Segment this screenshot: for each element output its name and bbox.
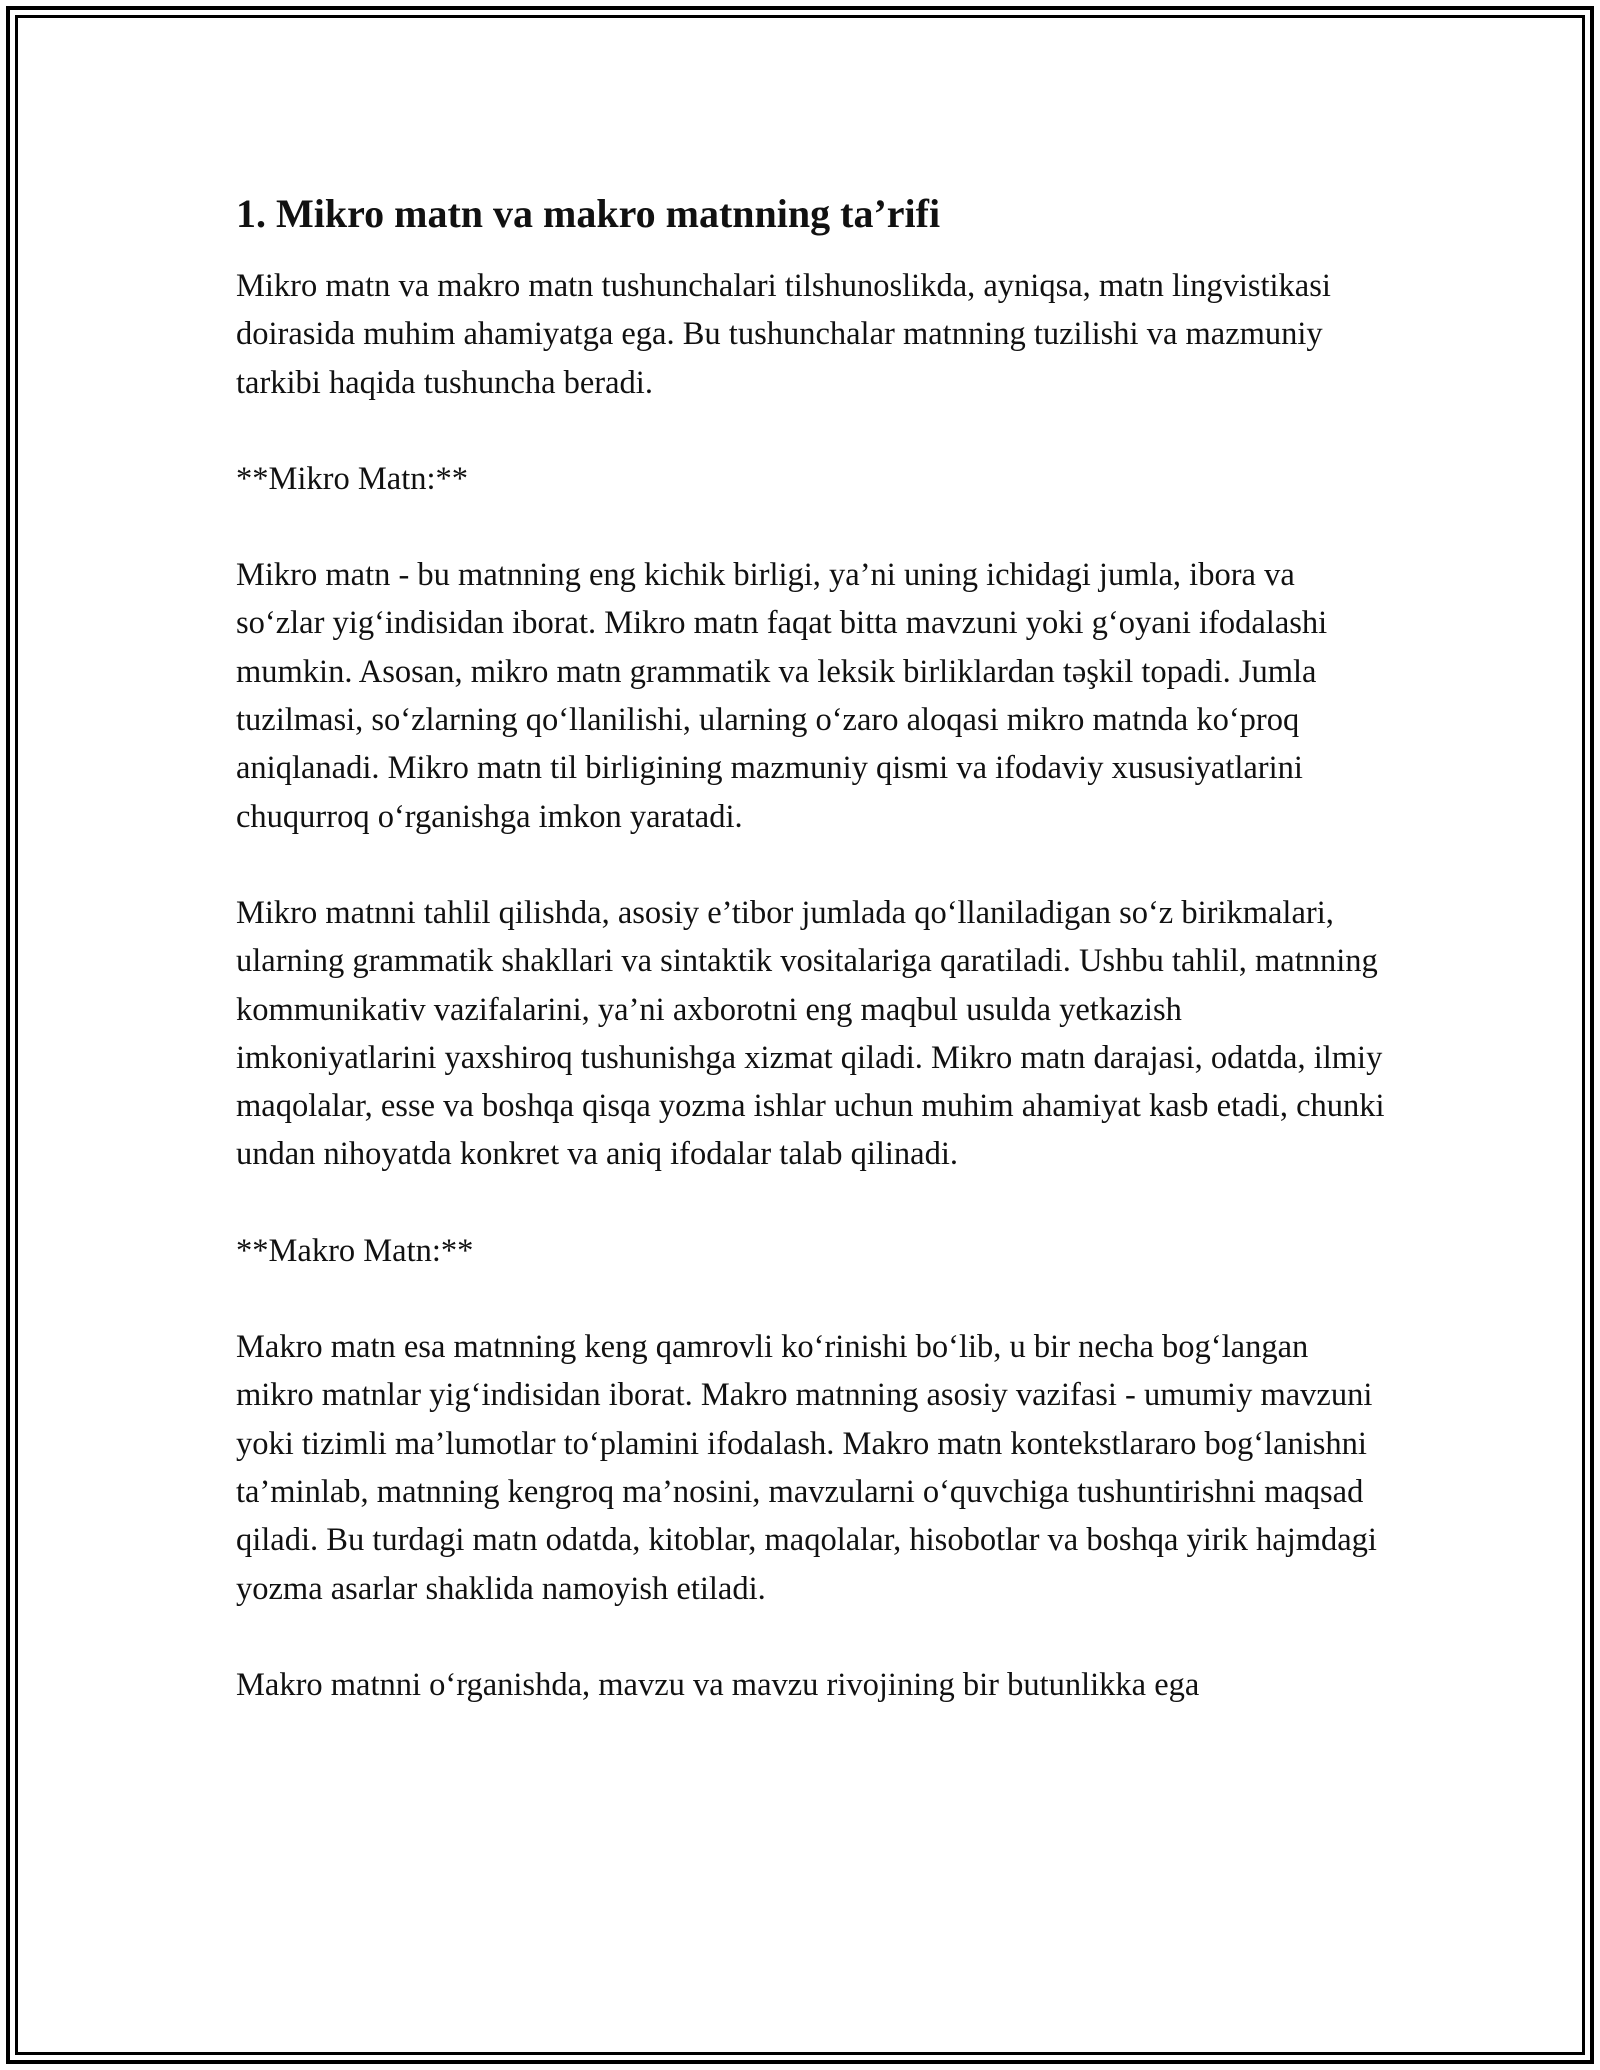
paragraph-intro: Mikro matn va makro matn tushunchalari tilshunoslikda, ayniqsa, matn lingvistikasi doirasida muhim ahamiyatga ega. Bu tushunchalar matnning tuzilishi va mazmuniy tarkibi haqida tushuncha beradi.: [236, 268, 1331, 401]
paragraph-makro-definition: Makro matn esa matnning keng qamrovli ko‘rinishi bo‘lib, u bir necha bog‘langan mikro matnlar yig‘indisidan iborat. Makro matnning asosiy vazifasi - umumiy mavzuni yoki tizimli ma’lumotlar to‘plamini ifodalash. Makro matn kontekstlararo bog‘lanishni ta’minlab, matnning kengroq ma’nosini, mavzularni o‘quvchiga tushuntirishni maqsad qiladi. Bu turdagi matn odatda, kitoblar, maqolalar, hisobotlar va boshqa yirik hajmdagi yozma asarlar shaklida namoyish etiladi.: [236, 1329, 1377, 1607]
paragraph-makro-analysis: Makro matnni o‘rganishda, mavzu va mavzu rivojining bir butunlikka ega: [236, 1666, 1200, 1703]
subheading-makro-matn: **Makro Matn:**: [236, 1232, 474, 1269]
subheading-mikro-matn: **Mikro Matn:**: [236, 460, 469, 497]
paragraph-mikro-definition: Mikro matn - bu matnning eng kichik birligi, ya’ni uning ichidagi jumla, ibora va so‘zlar yig‘indisidan iborat. Mikro matn faqat bitta mavzuni yoki g‘oyani ifodalashi mumkin. Asosan, mikro matn grammatik va leksik birliklardan təşkil topadi. Jumla tuzilmasi, so‘zlarning qo‘llanilishi, ularning o‘zaro aloqasi mikro matnda ko‘proq aniqlanadi. Mikro matn til birligining mazmuniy qismi va ifodaviy xususiyatlarini chuqurroq o‘rganishga imkon yaratadi.: [236, 557, 1328, 835]
section-heading: 1. Mikro matn va makro matnning ta’rifi: [236, 191, 941, 236]
paragraph-mikro-analysis: Mikro matnni tahlil qilishda, asosiy e’tibor jumlada qo‘llaniladigan so‘z birikmalari, ularning grammatik shakllari va sintaktik vositalariga qaratiladi. Ushbu tahlil, matnning kommunikativ vazifalarini, ya’ni axborotni eng maqbul usulda yetkazish imkoniyatlarini yaxshiroq tushunishga xizmat qiladi. Mikro matn darajasi, odatda, ilmiy maqolalar, esse va boshqa qisqa yozma ishlar uchun muhim ahamiyat kasb etadi, chunki undan nihoyatda konkret va aniq ifodalar talab qilinadi.: [236, 894, 1385, 1173]
document-body: [236, 188, 1386, 1757]
